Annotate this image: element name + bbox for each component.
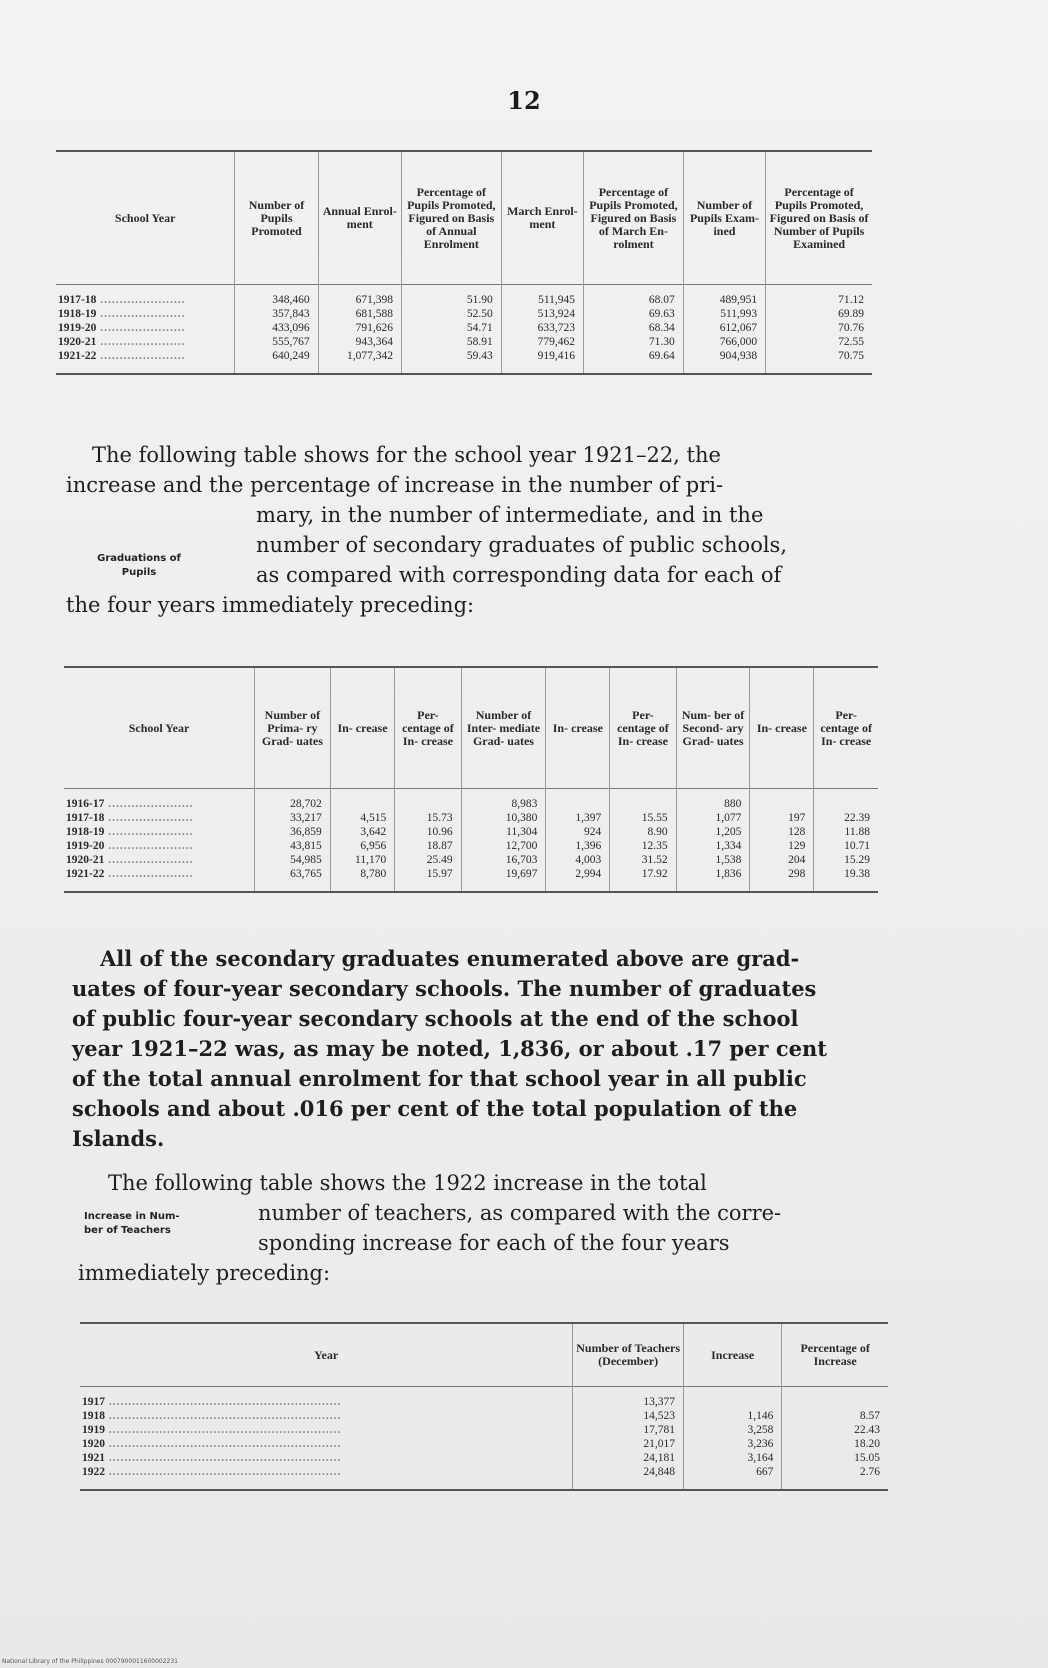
leader-dots: ......................: [96, 336, 186, 348]
table-column-cell: [461, 789, 546, 893]
leader-dots: ............................................................: [105, 1410, 342, 1422]
cell-value: 10.96: [426, 826, 453, 838]
col-header-intermediate-graduates: Number of Inter- mediate Grad- uates: [461, 667, 546, 789]
cell-value: 11,170: [355, 854, 387, 866]
cell-value: 12.35: [641, 840, 668, 852]
row-label-text: 1918-19: [58, 308, 97, 320]
table-column-cell: [782, 1387, 888, 1491]
cell-value: 8.57: [859, 1410, 880, 1422]
row-label: [58, 349, 226, 363]
text-line: of the total annual enrolment for that school year in all public: [72, 1066, 807, 1091]
cell-value: 1,397: [575, 812, 602, 824]
table-column-cell: [573, 1387, 684, 1491]
text-line: The following table shows the 1922 increase in the total: [108, 1171, 707, 1195]
cell-value: 14,523: [643, 1410, 675, 1422]
scan-footer: National Library of the Philippines 0007900011600002231: [2, 1658, 179, 1665]
cell-value: 1,538: [715, 854, 742, 866]
text-line: the four years immediately preceding:: [66, 593, 475, 617]
row-label-text: 1919-20: [66, 840, 105, 852]
leader-dots: ............................................................: [105, 1424, 342, 1436]
cell-value: 3,642: [360, 826, 387, 838]
col-header-secondary-increase: In- crease: [750, 667, 814, 789]
cell-value: 1,146: [747, 1410, 774, 1422]
cell-value: 511,945: [538, 294, 576, 306]
cell-value: 197: [788, 812, 806, 824]
cell-value: 68.07: [648, 294, 675, 306]
cell-value: 2,994: [575, 868, 602, 880]
table-column-cell: [80, 1387, 573, 1491]
cell-value: 52.50: [466, 308, 493, 320]
row-label: [58, 335, 226, 349]
leader-dots: ......................: [104, 868, 194, 880]
cell-value: 17.92: [641, 868, 668, 880]
cell-value: [333, 797, 386, 811]
leader-dots: ............................................................: [105, 1396, 342, 1408]
sidenote-line: ber of Teachers: [84, 1225, 171, 1236]
leader-dots: ......................: [96, 294, 186, 306]
row-label: [82, 1423, 564, 1437]
table-column-cell: [683, 285, 765, 375]
leader-dots: ......................: [96, 322, 186, 334]
cell-value: 71.30: [648, 336, 675, 348]
cell-value: 22.39: [844, 812, 870, 824]
cell-value: 70.75: [838, 350, 864, 362]
cell-value: 24,848: [643, 1466, 675, 1478]
table-column-cell: [683, 1387, 781, 1491]
row-label-text: 1920-21: [58, 336, 97, 348]
cell-value: [548, 797, 601, 811]
table-column-cell: [750, 789, 814, 893]
row-label: [66, 853, 246, 867]
cell-value: 21,017: [643, 1438, 675, 1450]
table-column-cell: [501, 285, 583, 375]
cell-value: 36,859: [290, 826, 322, 838]
row-label: [82, 1437, 564, 1451]
cell-value: 15.29: [844, 854, 870, 866]
row-label-text: 1918: [82, 1410, 105, 1422]
cell-value: 70.76: [838, 322, 864, 334]
cell-value: 10.71: [844, 840, 870, 852]
cell-value: [397, 797, 452, 811]
col-header-pct-increase: Percentage of Increase: [782, 1323, 888, 1387]
text-line: of public four-year secondary schools at the end of the school: [72, 1006, 799, 1031]
text-line: number of secondary graduates of public schools,: [256, 533, 788, 557]
row-label-text: 1921-22: [58, 350, 97, 362]
table-data-row: [56, 285, 872, 375]
cell-value: 555,767: [272, 336, 310, 348]
row-label-text: 1922: [82, 1466, 105, 1478]
cell-value: 33,217: [290, 812, 322, 824]
table-column-cell: [56, 285, 235, 375]
table-column-cell: [395, 789, 461, 893]
table-column-cell: [318, 285, 401, 375]
cell-value: 68.34: [648, 322, 675, 334]
row-label: [58, 293, 226, 307]
cell-value: [784, 1395, 880, 1409]
cell-value: 15.55: [641, 812, 668, 824]
text-line: schools and about .016 per cent of the total population of the: [72, 1096, 798, 1121]
cell-value: 612,067: [719, 322, 758, 334]
col-header-pct-annual: Percentage of Pupils Promoted, Figured on Basis of Annual Enrolment: [401, 151, 501, 285]
row-label-text: 1917-18: [58, 294, 97, 306]
cell-value: 59.43: [466, 350, 493, 362]
page-number: 12: [507, 86, 541, 115]
row-label-text: 1917: [82, 1396, 105, 1408]
col-header-annual-enrolment: Annual Enrol- ment: [318, 151, 401, 285]
promotion-table: [56, 150, 872, 375]
cell-value: 4,515: [360, 812, 387, 824]
cell-value: 15.73: [426, 812, 453, 824]
table-column-cell: [255, 789, 331, 893]
col-header-primary-graduates: Number of Prima- ry Grad- uates: [255, 667, 331, 789]
cell-value: 667: [756, 1466, 774, 1478]
row-label-text: 1918-19: [66, 826, 105, 838]
col-header-secondary-pct: Per- centage of In- crease: [814, 667, 878, 789]
cell-value: 8,983: [511, 798, 538, 810]
cell-value: 11.88: [844, 826, 870, 838]
cell-value: 298: [788, 868, 806, 880]
text-line: as compared with corresponding data for each of: [256, 563, 782, 587]
cell-value: 13,377: [643, 1396, 675, 1408]
col-header-pct-march: Percentage of Pupils Promoted, Figured on Basis of March En- rolment: [584, 151, 684, 285]
col-header-school-year: School Year: [114, 210, 176, 225]
leader-dots: ............................................................: [105, 1452, 342, 1464]
row-label-text: 1920: [82, 1438, 105, 1450]
cell-value: 779,462: [537, 336, 576, 348]
cell-value: 513,924: [537, 308, 576, 320]
paragraph-secondary-graduates: [72, 944, 942, 1154]
cell-value: 25.49: [426, 854, 453, 866]
text-line: Islands.: [72, 1126, 165, 1151]
cell-value: 2.76: [859, 1466, 880, 1478]
col-header-pct-examined: Percentage of Pupils Promoted, Figured on Basis of Number of Pupils Examined: [766, 151, 872, 285]
table-body: [56, 285, 872, 375]
cell-value: 204: [788, 854, 806, 866]
row-label: [66, 797, 246, 811]
col-header-intermediate-pct: Per- centage of In- crease: [610, 667, 676, 789]
table-data-row: [64, 789, 878, 893]
row-label-text: 1921-22: [66, 868, 105, 880]
table-column-cell: [814, 789, 878, 893]
cell-value: 791,626: [355, 322, 393, 334]
text-line: The following table shows for the school year 1921–22, the: [92, 443, 721, 467]
col-header-pupils-examined: Number of Pupils Exam- ined: [683, 151, 765, 285]
cell-value: 3,236: [747, 1438, 774, 1450]
cell-value: 3,258: [747, 1424, 774, 1436]
table-column-cell: [766, 285, 872, 375]
row-label-text: 1919: [82, 1424, 105, 1436]
leader-dots: ......................: [104, 798, 194, 810]
leader-dots: ......................: [104, 826, 194, 838]
cell-value: 19.38: [844, 868, 870, 880]
text-line: All of the secondary graduates enumerated above are grad-: [100, 946, 800, 971]
col-header-pupils-promoted: Number of Pupils Promoted: [235, 151, 318, 285]
leader-dots: ......................: [96, 308, 186, 320]
row-label: [66, 867, 246, 881]
table-column-cell: [235, 285, 318, 375]
cell-value: 58.91: [466, 336, 493, 348]
cell-value: [686, 1395, 773, 1409]
text-line: mary, in the number of intermediate, and in the: [256, 503, 764, 527]
row-label: [58, 321, 226, 335]
table-column-cell: [610, 789, 676, 893]
row-label: [66, 811, 246, 825]
cell-value: 10,380: [505, 812, 538, 824]
cell-value: 919,416: [537, 350, 576, 362]
leader-dots: ......................: [104, 840, 194, 852]
table-column-cell: [546, 789, 610, 893]
cell-value: 15.05: [854, 1452, 880, 1464]
cell-value: 766,000: [719, 336, 758, 348]
row-label: [82, 1451, 564, 1465]
col-header-intermediate-increase: In- crease: [546, 667, 610, 789]
row-label: [82, 1465, 564, 1479]
cell-value: 1,334: [715, 840, 742, 852]
cell-value: 69.64: [648, 350, 675, 362]
cell-value: 924: [584, 826, 602, 838]
cell-value: 1,396: [575, 840, 602, 852]
leader-dots: ......................: [104, 812, 194, 824]
cell-value: 69.89: [838, 308, 864, 320]
col-header-year: Year: [314, 1347, 339, 1362]
row-label: [82, 1395, 564, 1409]
sidenote-line: Pupils: [121, 567, 157, 578]
cell-value: 1,077,342: [346, 350, 393, 362]
sidenote-graduations: [84, 552, 194, 580]
text-line: immediately preceding:: [78, 1261, 331, 1285]
cell-value: 51.90: [466, 294, 493, 306]
row-label-text: 1920-21: [66, 854, 105, 866]
table-header-row: [64, 667, 878, 789]
cell-value: 348,460: [272, 294, 310, 306]
cell-value: 18.87: [426, 840, 453, 852]
cell-value: 71.12: [838, 294, 864, 306]
table-body: [80, 1387, 888, 1491]
cell-value: 8,780: [360, 868, 387, 880]
col-header-march-enrolment: March Enrol- ment: [501, 151, 583, 285]
cell-value: 640,249: [272, 350, 310, 362]
cell-value: 1,836: [715, 868, 742, 880]
cell-value: 12,700: [505, 840, 538, 852]
cell-value: 18.20: [854, 1438, 880, 1450]
cell-value: 433,096: [272, 322, 310, 334]
row-label: [66, 839, 246, 853]
table-header-row: [80, 1323, 888, 1387]
table-column-cell: [676, 789, 750, 893]
col-header-primary-increase: In- crease: [330, 667, 394, 789]
cell-value: 4,003: [575, 854, 602, 866]
cell-value: 31.52: [641, 854, 668, 866]
cell-value: 681,588: [355, 308, 393, 320]
cell-value: 8.90: [647, 826, 668, 838]
cell-value: 904,938: [719, 350, 758, 362]
cell-value: 63,765: [290, 868, 322, 880]
cell-value: 72.55: [838, 336, 864, 348]
sidenote-line: Increase in Num-: [84, 1211, 180, 1222]
cell-value: 16,703: [505, 854, 538, 866]
row-label-text: 1921: [82, 1452, 105, 1464]
cell-value: 357,843: [272, 308, 310, 320]
cell-value: [752, 797, 805, 811]
teachers-table: [80, 1322, 888, 1491]
table-body: [64, 789, 878, 893]
table-column-cell: [584, 285, 684, 375]
leader-dots: ............................................................: [105, 1438, 342, 1450]
row-label-text: 1919-20: [58, 322, 97, 334]
cell-value: 489,951: [719, 294, 758, 306]
cell-value: 22.43: [854, 1424, 880, 1436]
cell-value: 6,956: [360, 840, 387, 852]
cell-value: 54,985: [290, 854, 322, 866]
cell-value: 633,723: [537, 322, 576, 334]
text-line: year 1921–22 was, as may be noted, 1,836, or about .17 per cent: [72, 1036, 827, 1061]
cell-value: [816, 797, 870, 811]
sidenote-line: Graduations of: [97, 553, 181, 564]
table-column-cell: [64, 789, 255, 893]
table-column-cell: [401, 285, 501, 375]
graduates-table: [64, 666, 878, 893]
col-header-increase: Increase: [683, 1323, 781, 1387]
cell-value: 129: [788, 840, 806, 852]
row-label-text: 1917-18: [66, 812, 105, 824]
cell-value: 43,815: [290, 840, 322, 852]
text-line: uates of four-year secondary schools. The number of graduates: [72, 976, 817, 1001]
col-header-school-year: School Year: [128, 720, 190, 735]
cell-value: 69.63: [648, 308, 675, 320]
cell-value: 671,398: [355, 294, 393, 306]
cell-value: 1,205: [715, 826, 742, 838]
row-label: [66, 825, 246, 839]
leader-dots: ............................................................: [105, 1466, 342, 1478]
sidenote-teachers: [84, 1210, 260, 1238]
cell-value: 943,364: [355, 336, 393, 348]
row-label: [82, 1409, 564, 1423]
cell-value: 54.71: [466, 322, 493, 334]
row-label-text: 1916-17: [66, 798, 105, 810]
leader-dots: ......................: [96, 350, 186, 362]
cell-value: 128: [788, 826, 806, 838]
col-header-teachers-december: Number of Teachers (December): [573, 1323, 684, 1387]
cell-value: 3,164: [747, 1452, 774, 1464]
cell-value: 15.97: [426, 868, 453, 880]
cell-value: 1,077: [715, 812, 742, 824]
paragraph-graduations-intro: [66, 440, 936, 620]
table-header-row: [56, 151, 872, 285]
cell-value: 880: [724, 798, 742, 810]
cell-value: 24,181: [643, 1452, 675, 1464]
cell-value: 511,993: [720, 308, 758, 320]
col-header-primary-pct: Per- centage of In- crease: [395, 667, 461, 789]
cell-value: 11,304: [506, 826, 538, 838]
text-line: increase and the percentage of increase in the number of pri-: [66, 473, 724, 497]
table-column-cell: [330, 789, 394, 893]
cell-value: 17,781: [643, 1424, 675, 1436]
leader-dots: ......................: [104, 854, 194, 866]
text-line: number of teachers, as compared with the corre-: [258, 1201, 782, 1225]
cell-value: 28,702: [290, 798, 322, 810]
col-header-secondary-graduates: Num- ber of Second- ary Grad- uates: [676, 667, 750, 789]
text-line: sponding increase for each of the four years: [258, 1231, 730, 1255]
cell-value: [612, 797, 667, 811]
row-label: [58, 307, 226, 321]
cell-value: 19,697: [505, 868, 538, 880]
table-data-row: [80, 1387, 888, 1491]
